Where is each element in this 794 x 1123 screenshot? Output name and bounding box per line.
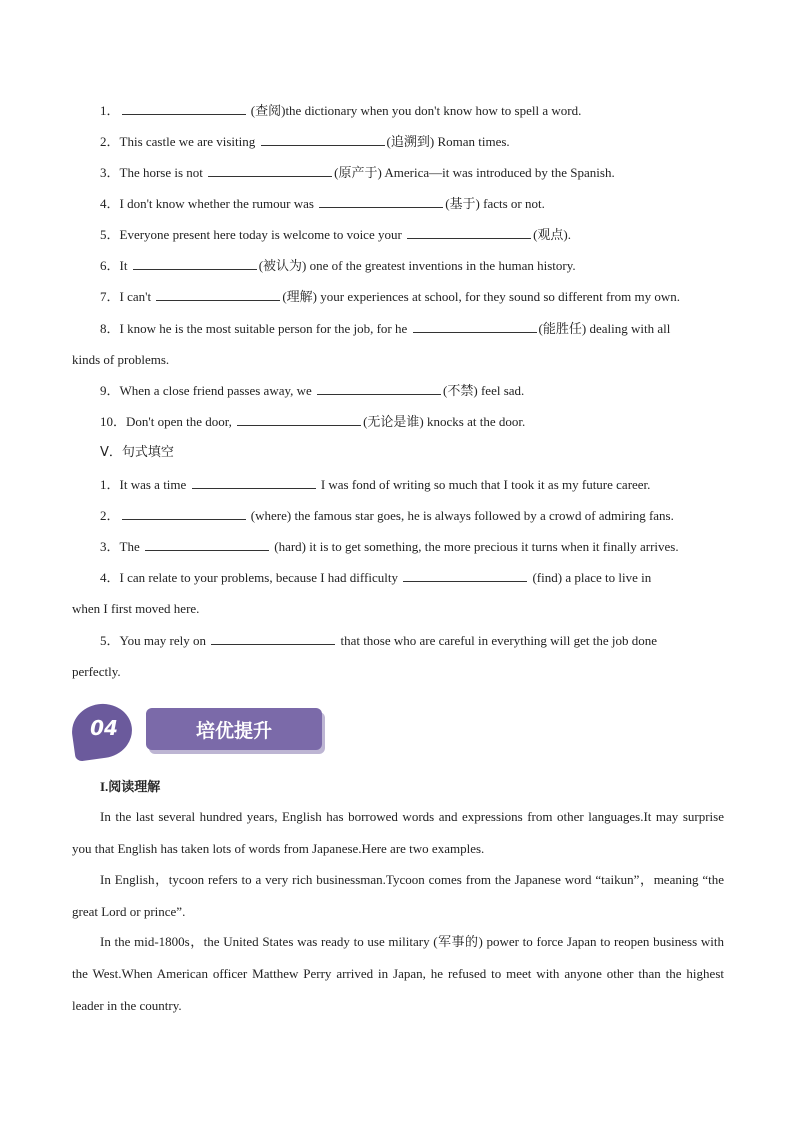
item-number: 2． [100,134,120,149]
item-text: facts or not. [483,196,545,211]
answer-blank[interactable] [261,134,385,146]
exercise-item-continuation: when I first moved here. [72,601,200,616]
exercise-item [100,258,760,274]
item-text: You may rely on [119,633,206,648]
answer-blank[interactable] [211,633,335,645]
item-text: that those who are careful in everything will get the job done [340,633,658,648]
reading-paragraph: In English，tycoon refers to a very rich businessman.Tycoon comes from the Japanese word “taikun”，meaning “the great Lord or prince”. [72,872,724,919]
item-number: 1． [100,477,120,492]
answer-blank[interactable] [208,165,332,177]
item-text: dealing with all [589,321,671,336]
item-number: 2． [100,508,120,523]
item-hint: (不禁) [443,383,478,398]
exercise-item [100,196,760,212]
item-hint: (无论是谁) [363,414,424,429]
item-text: a place to live in [565,570,652,585]
item-hint: (能胜任) [538,321,587,336]
answer-blank[interactable] [237,414,361,426]
exercise-item [100,477,760,493]
item-text: I don't know whether the rumour was [119,196,314,211]
reading-paragraph: In the last several hundred years, English has borrowed words and expressions from other languages.It may surprise you that English has taken lots of words from Japanese.Here are two examples. [72,809,724,856]
item-text: I know he is the most suitable person for the job, for he [119,321,408,336]
item-hint: (hard) [274,539,306,554]
exercise-item [100,321,760,337]
reading-paragraph: In the mid-1800s，the United States was ready to use military (军事的) power to force Japan to reopen business with the West.When American officer Matthew Perry arrived in Japan, he refused to meet with anyone other than the highest leader in the country. [72,934,724,1013]
item-hint: (基于) [445,196,480,211]
item-hint: (find) [532,570,563,585]
exercise-item-continuation: kinds of problems. [72,352,170,367]
badge-number: 04 [90,716,118,740]
exercise-item [100,289,760,305]
item-text: I can't [119,289,152,304]
item-number: 3． [100,539,120,554]
item-number: 5． [100,227,120,242]
item-text: I can relate to your problems, because I had difficulty [119,570,398,585]
item-number: 10． [100,414,127,429]
item-text: . [567,227,571,242]
answer-blank[interactable] [122,508,246,520]
item-text: It was a time [119,477,187,492]
item-hint: (追溯到) [386,134,435,149]
item-text: the dictionary when you don't know how to spell a word. [285,103,582,118]
item-hint: (理解) [282,289,318,304]
exercise-item [100,539,760,555]
item-number: 3． [100,165,120,180]
item-hint: (查阅) [250,103,286,118]
answer-blank[interactable] [192,477,316,489]
item-number: 6． [100,258,120,273]
item-text: knocks at the door. [427,414,526,429]
item-number: 4． [100,196,120,211]
item-hint: (观点) [533,227,568,242]
item-number: 1． [100,103,120,118]
answer-blank[interactable] [403,570,527,582]
exercise-item [100,570,760,586]
item-text: When a close friend passes away, we [119,383,312,398]
section-badge [72,700,332,762]
exercise-item [100,414,760,430]
item-text: This castle we are visiting [119,134,256,149]
badge-title: 培优提升 [195,720,272,742]
item-number: 8． [100,321,120,336]
answer-blank[interactable] [145,539,269,551]
item-number: 5． [100,633,120,648]
badge-banner [146,708,322,750]
item-text: The [119,539,140,554]
answer-blank[interactable] [317,383,441,395]
item-number: 9． [100,383,120,398]
item-text: I was fond of writing so much that I took it as my future career. [320,477,651,492]
answer-blank[interactable] [156,289,280,301]
exercise-item [100,103,760,119]
item-text: Everyone present here today is welcome to voice your [119,227,402,242]
item-text: Roman times. [437,134,510,149]
item-number: 4． [100,570,120,585]
exercise-item [100,633,760,649]
item-text: the famous star goes, he is always followed by a crowd of admiring fans. [294,508,674,523]
item-hint: (where) [250,508,292,523]
answer-blank[interactable] [407,227,531,239]
exercise-item [100,165,760,181]
item-text: America—it was introduced by the Spanish. [384,165,615,180]
exercise-item [100,227,760,243]
reading-heading: I.阅读理解 [100,779,161,794]
item-text: your experiences at school, for they sound so different from my own. [320,289,680,304]
exercise-item [100,134,760,150]
item-text: Don't open the door, [126,414,232,429]
item-hint: (被认为) [258,258,307,273]
item-hint: (原产于) [334,165,382,180]
exercise-item [100,508,760,524]
item-text: The horse is not [119,165,203,180]
item-text: one of the greatest inventions in the human history. [309,258,576,273]
exercise-item [100,383,760,399]
section-title: Ⅴ．句式填空 [100,445,174,460]
item-text: it is to get something, the more precious it turns when it finally arrives. [309,539,679,554]
answer-blank[interactable] [319,196,443,208]
answer-blank[interactable] [122,103,246,115]
item-number: 7． [100,289,120,304]
answer-blank[interactable] [133,258,257,270]
item-text: feel sad. [480,383,525,398]
exercise-item-continuation: perfectly. [72,664,121,679]
item-text: It [119,258,128,273]
answer-blank[interactable] [413,321,537,333]
